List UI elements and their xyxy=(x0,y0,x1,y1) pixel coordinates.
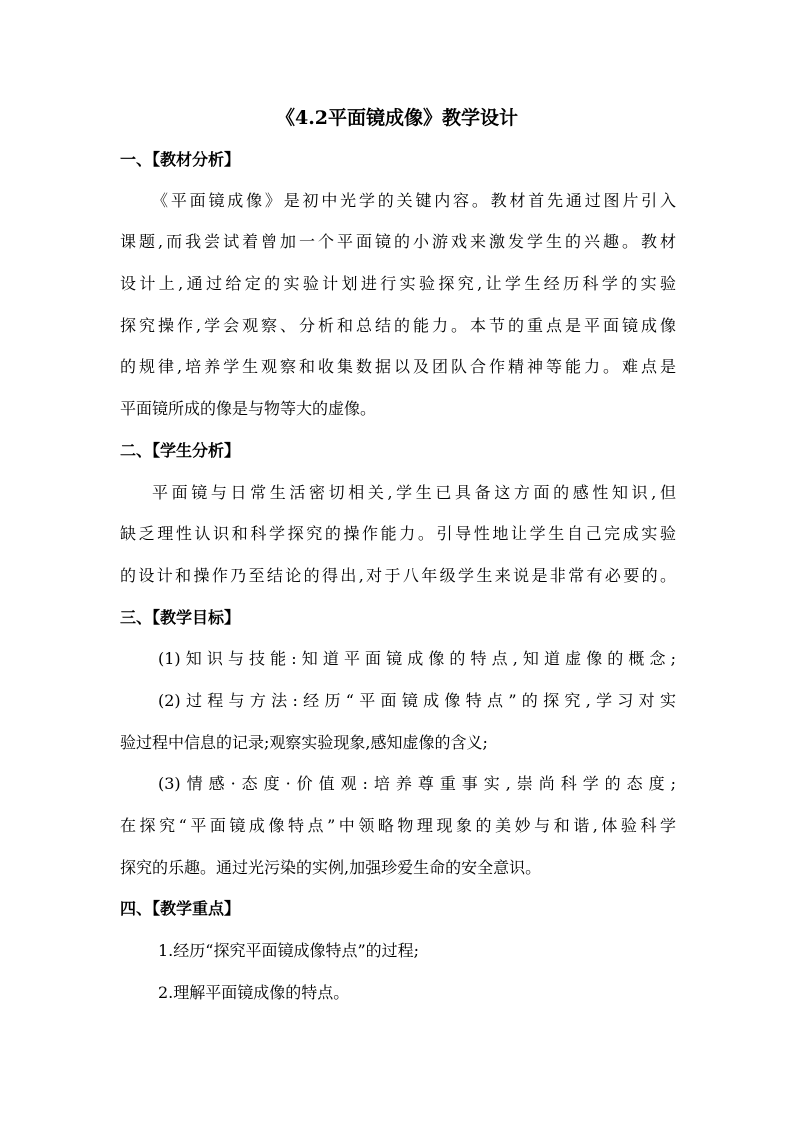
paragraph-line: 缺乏理性认识和科学探究的操作能力。引导性地让学生自己完成实验 xyxy=(120,524,676,543)
paragraph-line: 平面镜与日常生活密切相关,学生已具备这方面的感性知识,但 xyxy=(152,483,676,502)
list-item: 1.经历“探究平面镜成像特点”的过程; xyxy=(158,941,420,960)
paragraph-line: 设计上,通过给定的实验计划进行实验探究,让学生经历科学的实验 xyxy=(120,274,676,293)
section-heading-teaching-goals: 三、【教学目标】 xyxy=(120,608,241,627)
paragraph-line: 的规律,培养学生观察和收集数据以及团队合作精神等能力。难点是 xyxy=(120,357,676,376)
paragraph-line: (2)过程与方法:经历“平面镜成像特点”的探究,学习对实 xyxy=(158,691,676,710)
paragraph-line: 探究操作,学会观察、分析和总结的能力。本节的重点是平面镜成像 xyxy=(120,316,676,335)
section-heading-student-analysis: 二、【学生分析】 xyxy=(120,441,241,460)
paragraph-line: 在探究“平面镜成像特点”中领略物理现象的美妙与和谐,体验科学 xyxy=(120,816,676,835)
paragraph-line: 探究的乐趣。通过光污染的实例,加强珍爱生命的安全意识。 xyxy=(120,858,542,877)
paragraph-line: 验过程中信息的记录;观察实验现象,感知虚像的含义; xyxy=(120,733,488,752)
paragraph-line: 的设计和操作乃至结论的得出,对于八年级学生来说是非常有必要的。 xyxy=(120,566,676,585)
document-title: 《4.2平面镜成像》教学设计 xyxy=(275,107,519,129)
paragraph-line: 平面镜所成的像是与物等大的虚像。 xyxy=(120,399,377,418)
paragraph-line: (3)情感·态度·价值观:培养尊重事实,崇尚科学的态度; xyxy=(158,774,676,793)
paragraph-line: 课题,而我尝试着曾加一个平面镜的小游戏来激发学生的兴趣。教材 xyxy=(120,232,676,251)
list-item: 2.理解平面镜成像的特点。 xyxy=(158,983,350,1002)
section-heading-teaching-focus: 四、【教学重点】 xyxy=(120,899,241,918)
section-heading-material-analysis: 一、【教材分析】 xyxy=(120,150,241,169)
paragraph-line: 《平面镜成像》是初中光学的关键内容。教材首先通过图片引入 xyxy=(152,191,676,210)
paragraph-line: (1)知识与技能:知道平面镜成像的特点,知道虚像的概念; xyxy=(158,649,676,668)
